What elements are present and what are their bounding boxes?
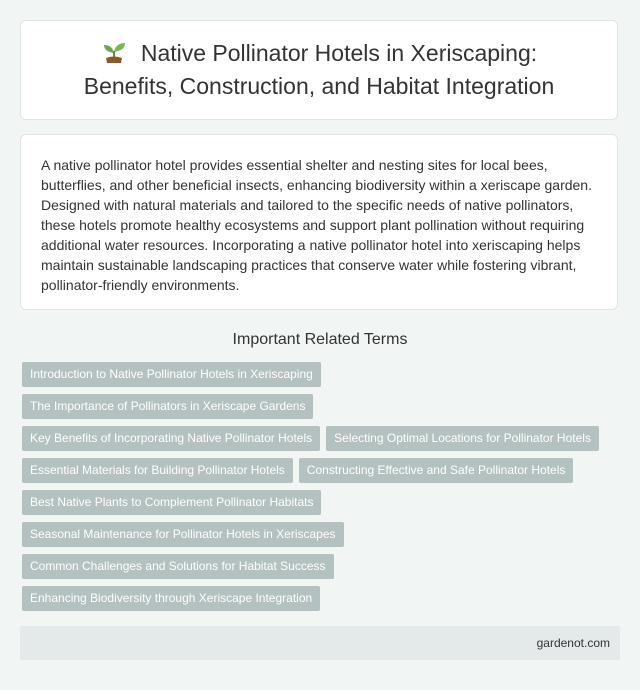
related-term-tag[interactable]: The Importance of Pollinators in Xeriscape Gardens xyxy=(22,394,313,419)
related-term-tag[interactable]: Selecting Optimal Locations for Pollinator Hotels xyxy=(326,426,599,451)
description-text: A native pollinator hotel provides essential shelter and nesting sites for local bees, butterflies, and other beneficial insects, enhancing biodiversity within a xeriscape garden. Designed with natural materials and tailored to the specific needs of native pollinators, these hotels promote healthy ecosystems and support plant pollination without requiring additional water resources. Incorporating a native pollinator hotel into xeriscaping helps maintain sustainable landscaping practices that conserve water while fostering vibrant, pollinator-friendly environments. xyxy=(41,157,592,293)
footer-site-link[interactable]: gardenot.com xyxy=(536,636,610,650)
related-terms-list xyxy=(22,362,622,618)
description-card xyxy=(20,134,618,310)
related-term-tag[interactable]: Common Challenges and Solutions for Habitat Success xyxy=(22,554,334,579)
title-line-1: Native Pollinator Hotels in Xeriscaping: xyxy=(140,40,538,66)
title-line-2: Benefits, Construction, and Habitat Integration xyxy=(83,73,555,99)
related-term-tag[interactable]: Constructing Effective and Safe Pollinator Hotels xyxy=(299,458,574,483)
related-term-tag[interactable]: Key Benefits of Incorporating Native Pollinator Hotels xyxy=(22,426,320,451)
title-card xyxy=(20,20,618,120)
page-title xyxy=(84,37,555,103)
related-term-tag[interactable]: Seasonal Maintenance for Pollinator Hotels in Xeriscapes xyxy=(22,522,344,547)
footer xyxy=(20,626,620,660)
related-term-tag[interactable]: Introduction to Native Pollinator Hotels in Xeriscaping xyxy=(22,362,321,387)
related-term-tag[interactable]: Best Native Plants to Complement Pollinator Habitats xyxy=(22,490,321,515)
related-term-tag[interactable]: Essential Materials for Building Pollinator Hotels xyxy=(22,458,293,483)
sprout-icon xyxy=(101,39,127,63)
related-terms-heading: Important Related Terms xyxy=(232,331,408,348)
related-term-tag[interactable]: Enhancing Biodiversity through Xeriscape Integration xyxy=(22,586,320,611)
